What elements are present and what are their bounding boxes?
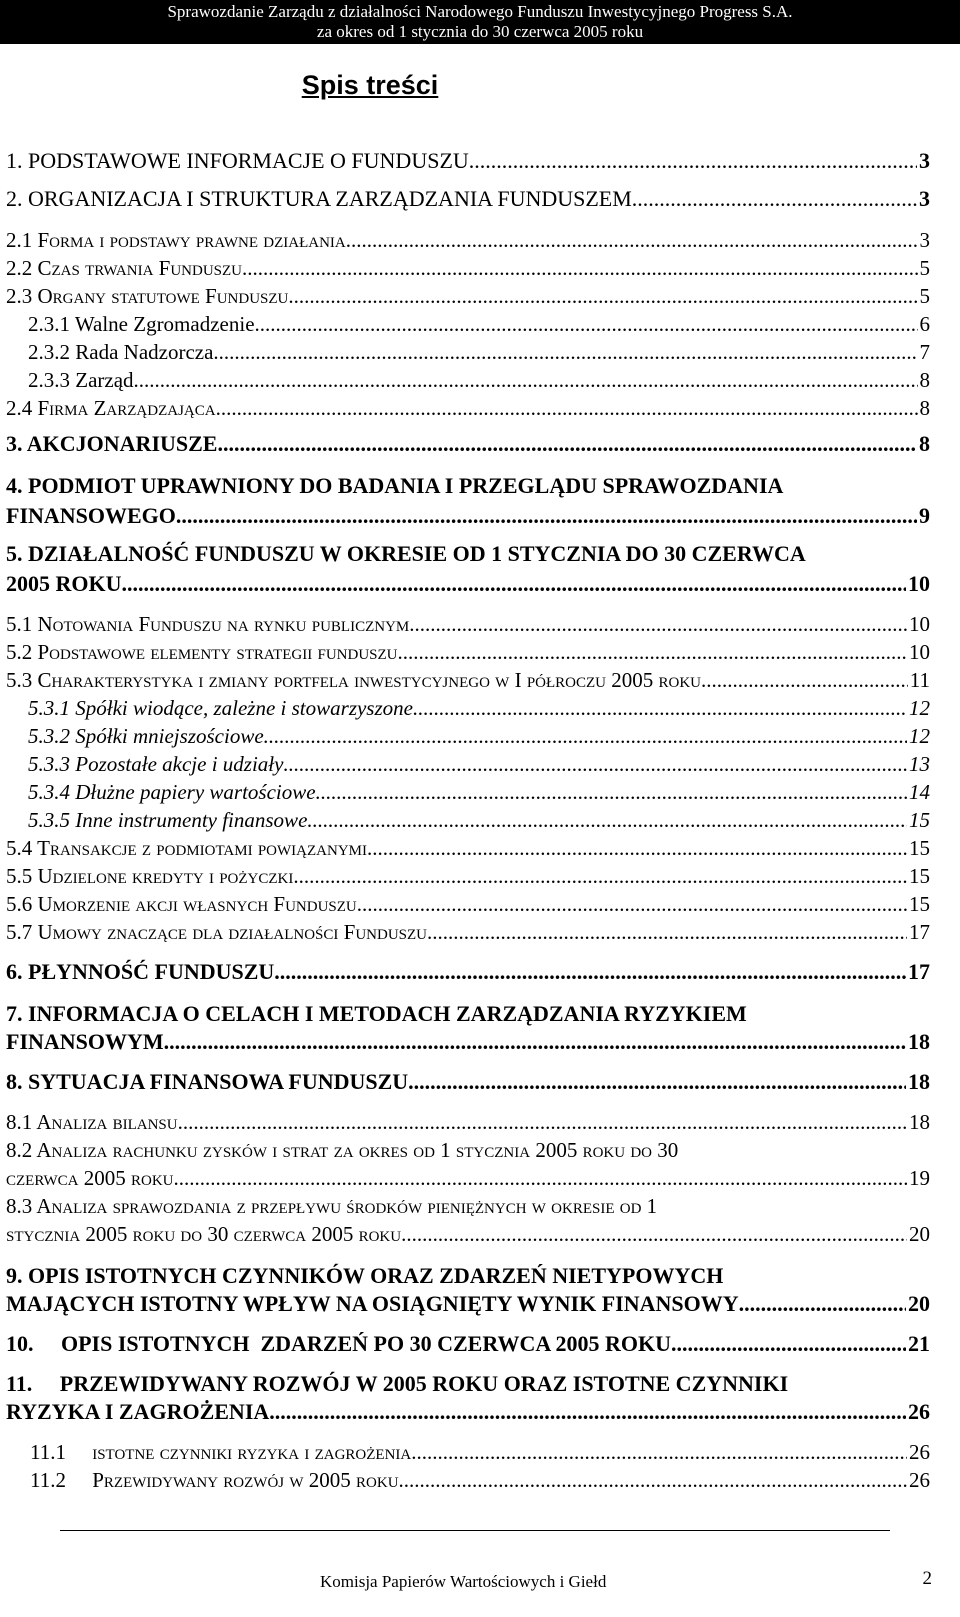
toc-entry[interactable]: 2005 ROKU ..... 10: [6, 570, 930, 598]
toc-entry[interactable]: 5.7 Umowy znaczące dla działalności Funduszu ..... 17: [6, 918, 930, 946]
toc-entry[interactable]: czerwca 2005 roku ..... 19: [6, 1164, 930, 1192]
toc-entry[interactable]: 10. OPIS ISTOTNYCH ZDARZEŃ PO 30 CZERWCA 2005 ROKU ..... 21: [6, 1330, 930, 1358]
toc-entry[interactable]: 5.3.4 Dłużne papiery wartościowe ..... 14: [28, 778, 930, 806]
toc-entry[interactable]: 8.1 Analiza bilansu ..... 18: [6, 1108, 930, 1136]
header-line-1: Sprawozdanie Zarządu z działalności Narodowego Funduszu Inwestycyjnego Progress S.A.: [167, 2, 793, 21]
toc-entry[interactable]: 2. ORGANIZACJA I STRUKTURA ZARZĄDZANIA FUNDUSZEM ..... 3: [6, 185, 930, 213]
header-line-2: za okres od 1 stycznia do 30 czerwca 2005 roku: [316, 22, 644, 41]
page-number: 2: [922, 1568, 932, 1589]
toc-entry[interactable]: 11.1 istotne czynniki ryzyka i zagrożenia ..... 26: [30, 1438, 930, 1466]
toc-entry-line-1: 8.3 Analiza sprawozdania z przepływu środków pieniężnych w okresie od 1: [6, 1194, 658, 1218]
toc-entry[interactable]: 5.3.2 Spółki mniejszościowe ..... 12: [28, 722, 930, 750]
toc-entry[interactable]: 2.1 Forma i podstawy prawne działania ..... 3: [6, 226, 930, 254]
toc-entry-line-1: 11. PRZEWIDYWANY ROZWÓJ W 2005 ROKU ORAZ ISTOTNE CZYNNIKI: [6, 1371, 789, 1396]
toc-entry[interactable]: 3. AKCJONARIUSZE ..... 8: [6, 430, 930, 458]
toc-entry[interactable]: 5.5 Udzielone kredyty i pożyczki ..... 15: [6, 862, 930, 890]
toc-entry[interactable]: 5.4 Transakcje z podmiotami powiązanymi ..... 15: [6, 834, 930, 862]
toc-entry-line-1: 9. OPIS ISTOTNYCH CZYNNIKÓW ORAZ ZDARZEŃ NIETYPOWYCH: [6, 1263, 724, 1288]
toc-entry-line-1: 5. DZIAŁALNOŚĆ FUNDUSZU W OKRESIE OD 1 STYCZNIA DO 30 CZERWCA: [6, 541, 806, 566]
footer-text: Komisja Papierów Wartościowych i Giełd: [320, 1572, 607, 1591]
toc-entry[interactable]: FINANSOWEGO ..... 9: [6, 502, 930, 530]
page-title: Spis treści: [301, 70, 439, 100]
toc-entry-line-1: 7. INFORMACJA O CELACH I METODACH ZARZĄDZANIA RYZYKIEM: [6, 1001, 747, 1026]
toc-entry[interactable]: 5.3.1 Spółki wiodące, zależne i stowarzyszone ..... 12: [28, 694, 930, 722]
toc-entry[interactable]: stycznia 2005 roku do 30 czerwca 2005 roku ..... 20: [6, 1220, 930, 1248]
toc-entry[interactable]: 5.3.3 Pozostałe akcje i udziały ..... 13: [28, 750, 930, 778]
toc-entry[interactable]: 5.3 Charakterystyka i zmiany portfela inwestycyjnego w I półroczu 2005 roku ..... 11: [6, 666, 930, 694]
toc-entry[interactable]: FINANSOWYM ..... 18: [6, 1028, 930, 1056]
toc-entry[interactable]: 11.2 Przewidywany rozwój w 2005 roku ..... 26: [30, 1466, 930, 1494]
footer-divider: [60, 1530, 890, 1531]
toc-entry[interactable]: 8. SYTUACJA FINANSOWA FUNDUSZU ..... 18: [6, 1068, 930, 1096]
toc-entry[interactable]: 1. PODSTAWOWE INFORMACJE O FUNDUSZU ..... 3: [6, 147, 930, 175]
toc-entry[interactable]: 6. PŁYNNOŚĆ FUNDUSZU ..... 17: [6, 958, 930, 986]
toc-entry[interactable]: 5.3.5 Inne instrumenty finansowe ..... 15: [28, 806, 930, 834]
toc-entry[interactable]: RYZYKA I ZAGROŻENIA ..... 26: [6, 1398, 930, 1426]
toc-entry[interactable]: 2.3 Organy statutowe Funduszu ..... 5: [6, 282, 930, 310]
toc-entry[interactable]: 2.2 Czas trwania Funduszu ..... 5: [6, 254, 930, 282]
toc-entry-line-1: 8.2 Analiza rachunku zysków i strat za okres od 1 stycznia 2005 roku do 30: [6, 1138, 679, 1162]
toc-entry[interactable]: MAJĄCYCH ISTOTNY WPŁYW NA OSIĄGNIĘTY WYNIK FINANSOWY ..... 20: [6, 1290, 930, 1318]
toc-entry[interactable]: 2.3.1 Walne Zgromadzenie ..... 6: [28, 310, 930, 338]
toc-entry-line-1: 4. PODMIOT UPRAWNIONY DO BADANIA I PRZEGLĄDU SPRAWOZDANIA: [6, 473, 784, 498]
toc-entry[interactable]: 5.1 Notowania Funduszu na rynku publicznym ..... 10: [6, 610, 930, 638]
toc-entry[interactable]: 2.3.3 Zarząd ..... 8: [28, 366, 930, 394]
toc-entry[interactable]: 2.4 Firma Zarządzająca ..... 8: [6, 394, 930, 422]
toc-entry[interactable]: 5.6 Umorzenie akcji własnych Funduszu ..... 15: [6, 890, 930, 918]
toc-entry[interactable]: 5.2 Podstawowe elementy strategii funduszu ..... 10: [6, 638, 930, 666]
toc-entry[interactable]: 2.3.2 Rada Nadzorcza ..... 7: [28, 338, 930, 366]
